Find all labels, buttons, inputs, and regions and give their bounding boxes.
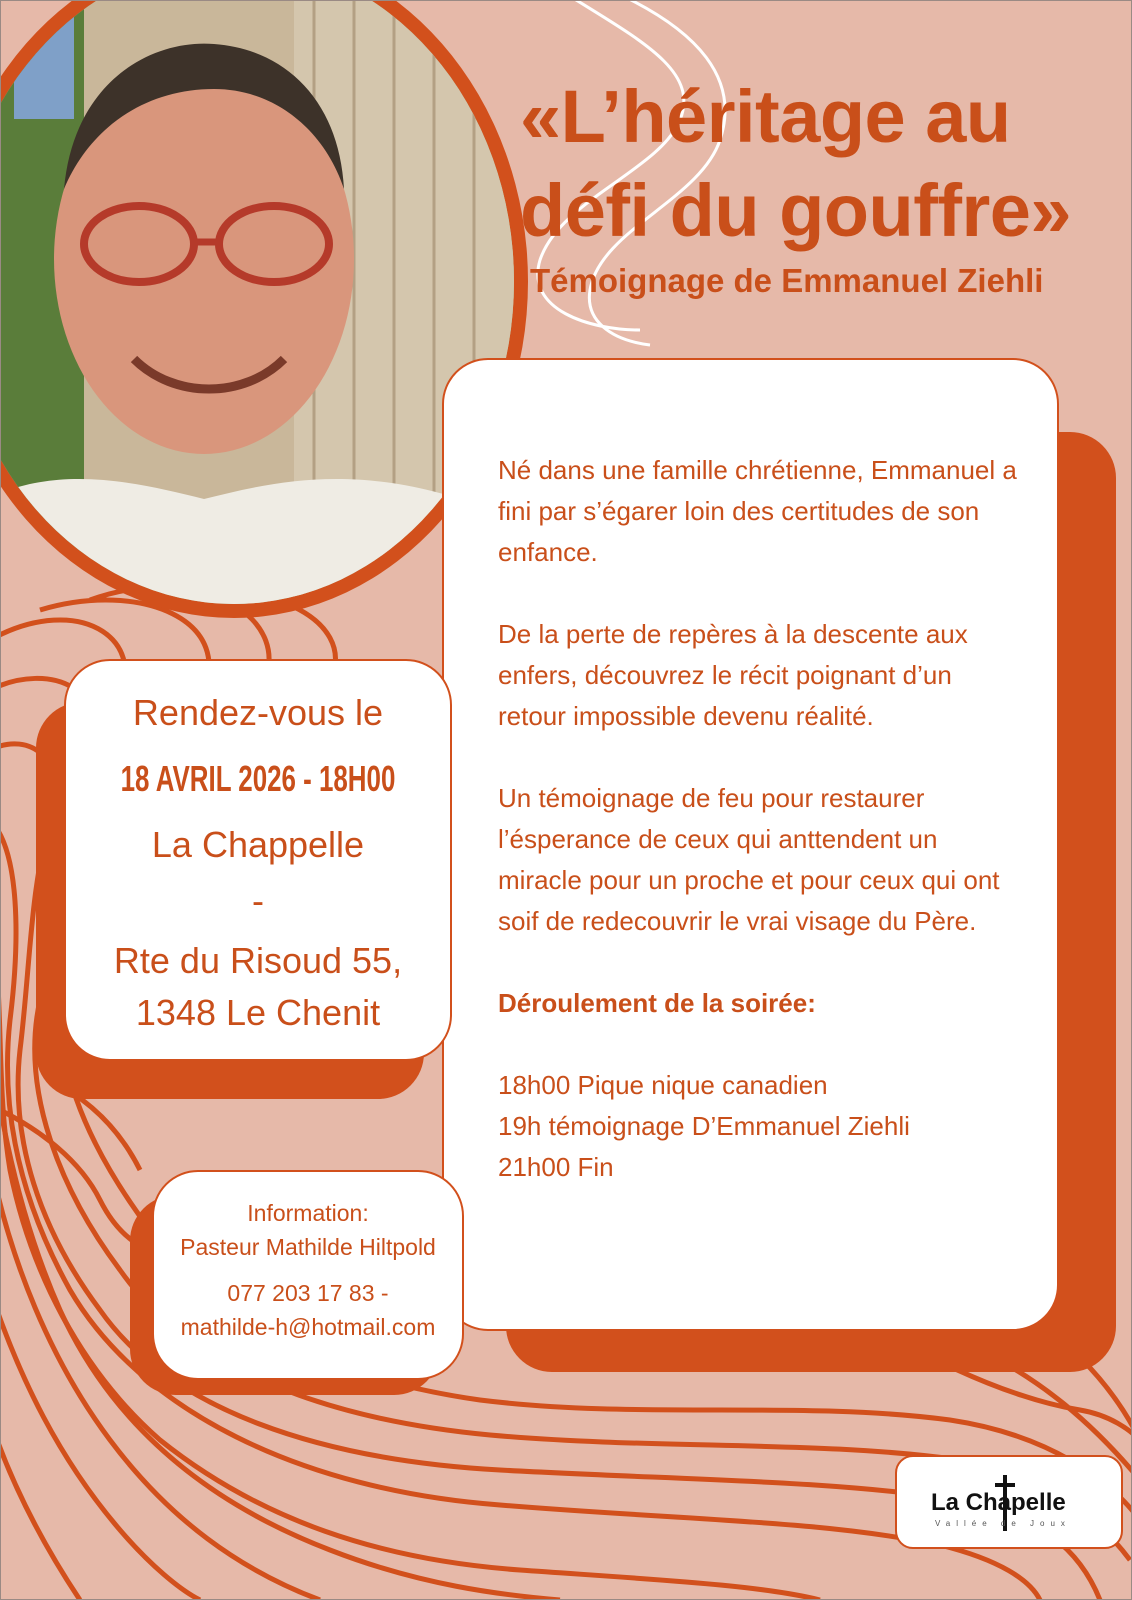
info-label: Information:	[247, 1200, 369, 1226]
description-paragraph-1: Né dans une famille chrétienne, Emmanuel a fini par s’égarer loin des certitudes de son enfance.	[498, 455, 1017, 567]
info-phone: 077 203 17 83 -	[227, 1280, 389, 1306]
description-paragraph-3: Un témoignage de feu pour restaurer l’ésperance de ceux qui anttendent un miracle pour un proche et pour ceux qui ont soif de redecouvrir le vrai visage du Père.	[498, 783, 1000, 936]
info-contact-name: Pasteur Mathilde Hiltpold	[180, 1234, 436, 1260]
event-datetime: 18 AVRIL 2026 - 18H00	[120, 758, 396, 799]
address-line-1: Rte du Risoud 55,	[113, 940, 403, 981]
logo-tagline: Vallée de Joux	[935, 1519, 1071, 1528]
event-subtitle: Témoignage de Emmanuel Ziehli	[530, 262, 1044, 299]
logo-name: La Chapelle	[931, 1489, 1066, 1516]
rendezvous-card	[64, 659, 452, 1061]
event-place: La Chappelle	[151, 824, 365, 865]
info-card	[152, 1170, 464, 1380]
description-card	[442, 358, 1059, 1331]
la-chapelle-logo	[895, 1455, 1123, 1549]
info-email: mathilde-h@hotmail.com	[180, 1314, 436, 1340]
event-title-line-2: défi du gouffre»	[520, 169, 1072, 252]
program-item: 19h témoignage D’Emmanuel Ziehli	[498, 1111, 910, 1141]
place-separator: -	[252, 880, 264, 921]
rendezvous-intro: Rendez-vous le	[132, 692, 384, 733]
event-address	[66, 935, 450, 1039]
program-heading: Déroulement de la soirée:	[498, 988, 816, 1018]
event-title-line-1: «L’héritage au	[520, 75, 1011, 158]
event-title	[520, 70, 1120, 258]
program-item: 21h00 Fin	[498, 1152, 614, 1182]
program-item: 18h00 Pique nique canadien	[498, 1070, 828, 1100]
address-line-2: 1348 Le Chenit	[135, 992, 381, 1033]
description-paragraph-2: De la perte de repères à la descente aux enfers, découvrez le récit poignant d’un retour impossible devenu réalité.	[498, 619, 968, 731]
